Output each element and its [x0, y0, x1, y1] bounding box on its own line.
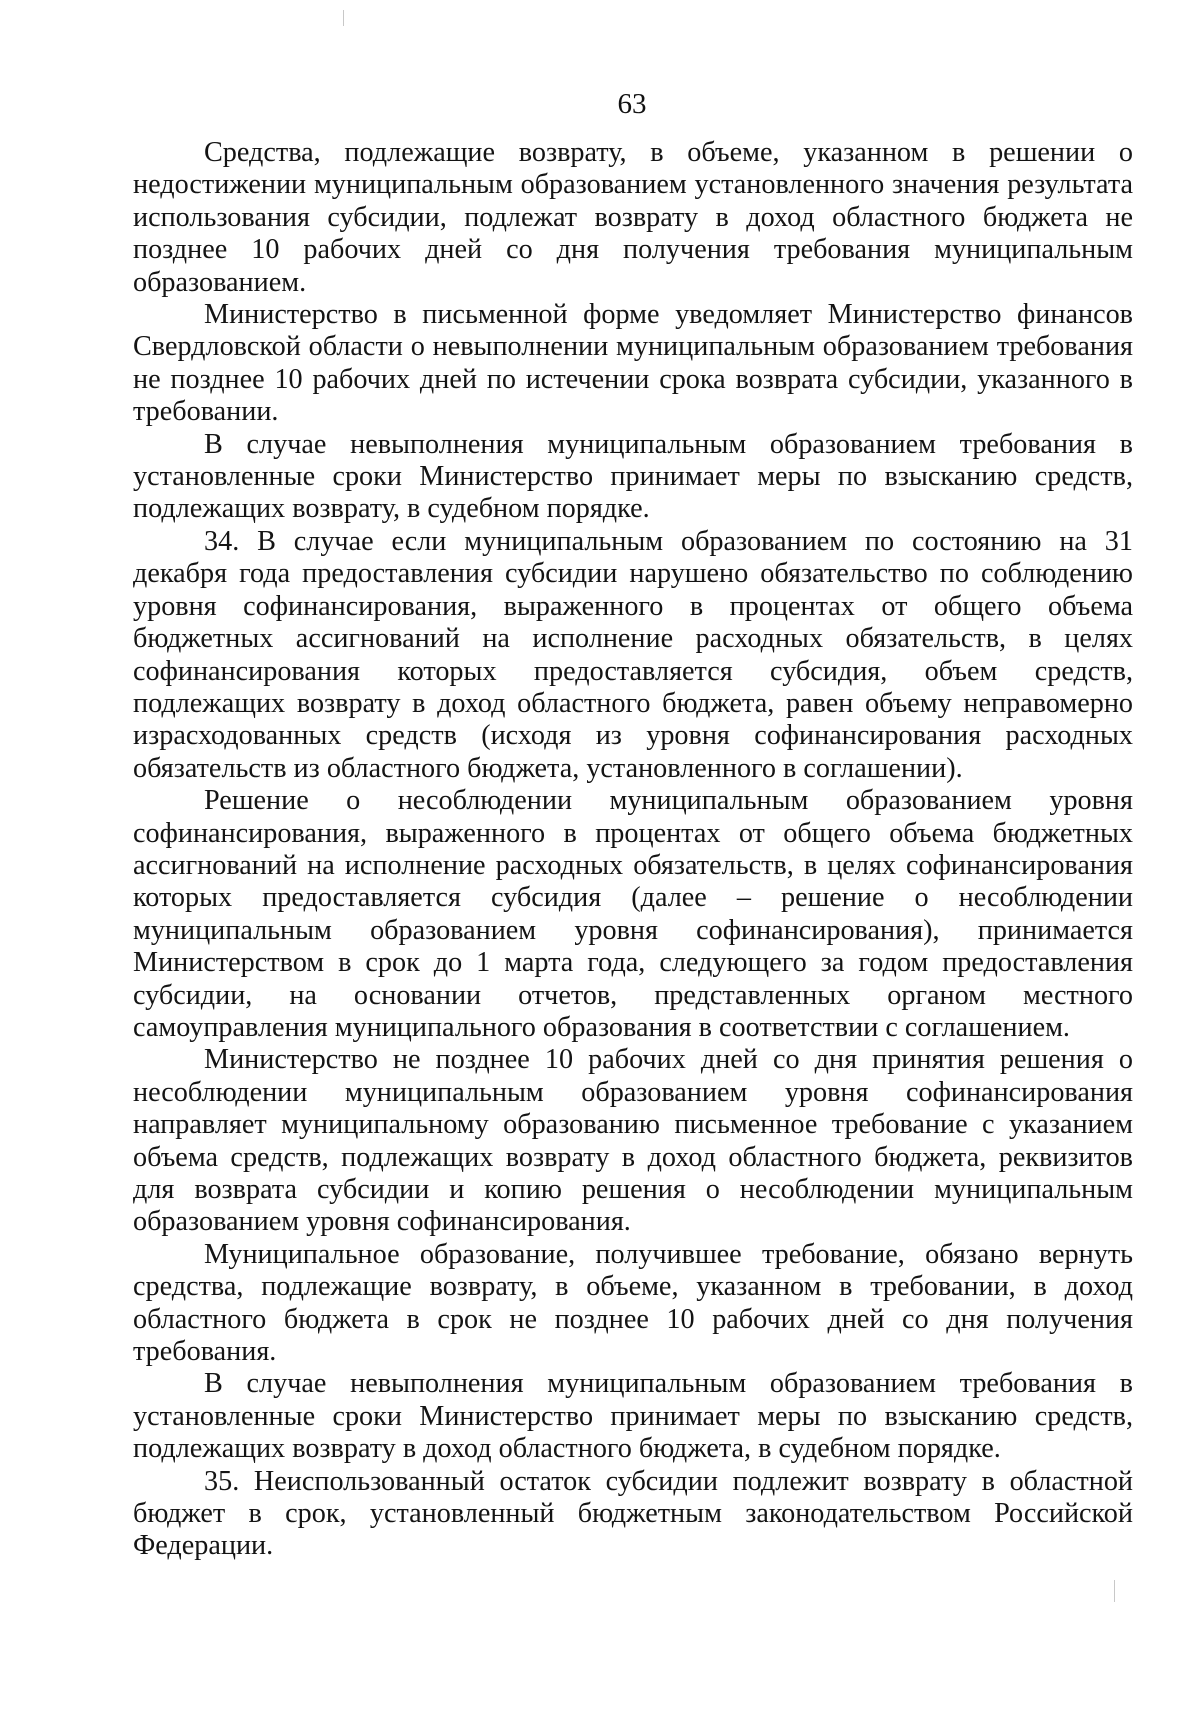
paragraph-ministry-notification: Министерство в письменной форме уведомляет Министерство финансов Свердловской области о невыполнении муниципальным образованием требования не позднее 10 рабочих дней по истечении срока возврата субсидии, указанного в требовании. [133, 299, 1133, 428]
paragraph-decision-non-compliance: Решение о несоблюдении муниципальным образованием уровня софинансирования, выраженного в процентах от общего объема бюджетных ассигнований на исполнение расходных обязательств, в целях софинансирования которых предоставляется субсидия (далее – решение о несоблюдении муниципальным образованием уровня софинансирования), принимается Министерством в срок до 1 марта года, следующего за годом предоставления субсидии, на основании отчетов, представленных органом местного самоуправления муниципального образования в соответствии с соглашением. [133, 785, 1133, 1043]
document-body [133, 137, 1133, 1563]
scan-artifact-top [343, 10, 344, 26]
paragraph-non-fulfillment-court-2: В случае невыполнения муниципальным образованием требования в установленные сроки Министерство принимает меры по взысканию средств, подлежащих возврату в доход областного бюджета, в судебном порядке. [133, 1368, 1133, 1465]
paragraph-non-fulfillment-court: В случае невыполнения муниципальным образованием требования в установленные сроки Министерство принимает меры по взысканию средств, подлежащих возврату, в судебном порядке. [133, 428, 1133, 525]
paragraph-municipality-return: Муниципальное образование, получившее требование, обязано вернуть средства, подлежащие возврату, в объеме, указанном в требовании, в доход областного бюджета в срок не позднее 10 рабочих дней со дня получения требования. [133, 1238, 1133, 1368]
paragraph-ministry-requirement: Министерство не позднее 10 рабочих дней со дня принятия решения о несоблюдении муниципальным образованием уровня софинансирования направляет муниципальному образованию письменное требование с указанием объема средств, подлежащих возврату в доход областного бюджета, реквизитов для возврата субсидии и копию решения о несоблюдении муниципальным образованием уровня софинансирования. [133, 1044, 1133, 1238]
paragraph-item-34: 34. В случае если муниципальным образованием по состоянию на 31 декабря года предоставления субсидии нарушено обязательство по соблюдению уровня софинансирования, выраженного в процентах от общего объема бюджетных ассигнований на исполнение расходных обязательств, в целях софинансирования которых предоставляется субсидия, объем средств, подлежащих возврату в доход областного бюджета, равен объему неправомерно израсходованных средств (исходя из уровня софинансирования расходных обязательств из областного бюджета, установленного в соглашении). [133, 525, 1133, 784]
scan-artifact-right [1114, 1580, 1115, 1602]
paragraph-return-of-funds: Средства, подлежащие возврату, в объеме, указанном в решении о недостижении муниципальным образованием установленного значения результата использования субсидии, подлежат возврату в доход областного бюджета не позднее 10 рабочих дней со дня получения требования муниципальным образованием. [133, 137, 1133, 298]
paragraph-item-35: 35. Неиспользованный остаток субсидии подлежит возврату в областной бюджет в срок, установленный бюджетным законодательством Российской Федерации. [133, 1465, 1133, 1562]
page-number: 63 [617, 88, 647, 120]
